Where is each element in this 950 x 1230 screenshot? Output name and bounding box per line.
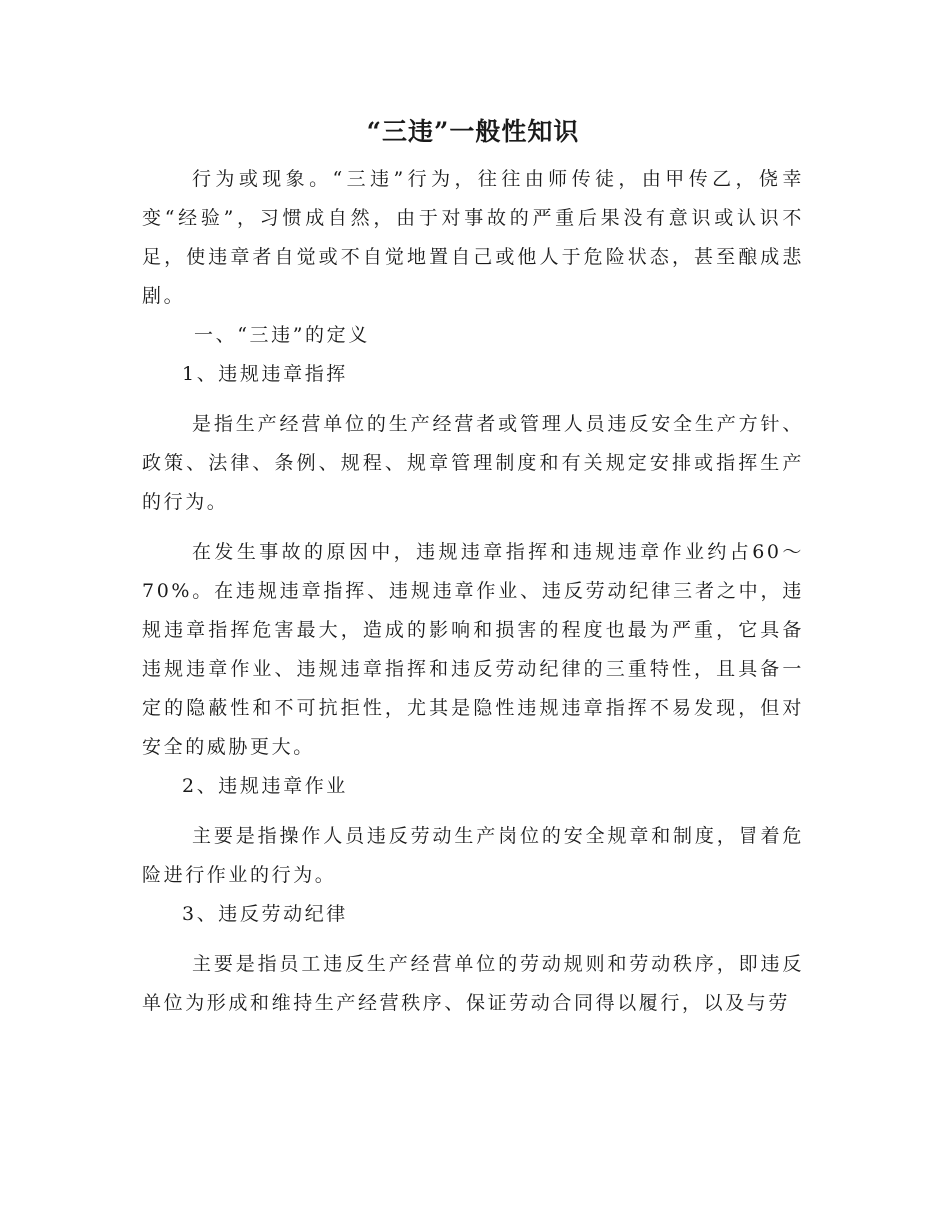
- item-heading-1: 1、违规违章指挥: [182, 363, 348, 385]
- section-heading-definition: 一、“三违”的定义: [194, 324, 370, 346]
- item3-paragraph: 主要是指员工违反生产经营单位的劳动规则和劳动秩序，即违反单位为形成和维持生产经营秩序、保证劳动合同得以履行，以及与劳: [142, 953, 804, 1014]
- item1-paragraph-2: 在发生事故的原因中，违规违章指挥和违规违章作业约占60～70%。在违规违章指挥、违规违章作业、违反劳动纪律三者之中，违规违章指挥危害最大，造成的影响和损害的程度也最为严重，它具备违规违章作业、违规违章指挥和违反劳动纪律的三重特性，且具备一定的隐蔽性和不可抗拒性，尤其是隐性违规违章指挥不易发现，但对安全的威胁更大。: [142, 541, 804, 758]
- document-title: “三违”一般性知识: [366, 117, 580, 146]
- item-heading-2: 2、违规违章作业: [182, 775, 348, 797]
- item-heading-3: 3、违反劳动纪律: [182, 903, 348, 925]
- item1-paragraph-1: 是指生产经营单位的生产经营者或管理人员违反安全生产方针、政策、法律、条例、规程、规章管理制度和有关规定安排或指挥生产的行为。: [142, 413, 804, 513]
- intro-paragraph: 行为或现象。“三违”行为，往往由师传徒，由甲传乙，侥幸变“经验”，习惯成自然，由于对事故的严重后果没有意识或认识不足，使违章者自觉或不自觉地置自己或他人于危险状态，甚至酿成悲剧。: [142, 168, 804, 307]
- item2-paragraph: 主要是指操作人员违反劳动生产岗位的安全规章和制度，冒着危险进行作业的行为。: [142, 825, 804, 886]
- document-body: [142, 112, 804, 1023]
